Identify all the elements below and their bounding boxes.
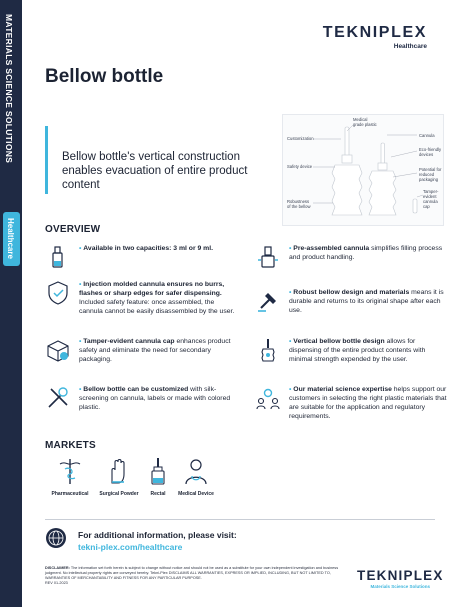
sidebar-label: MATERIALS SCIENCE SOLUTIONS	[4, 14, 14, 164]
feature-text: allows for dispensing of the entire product contents with minimal strength expended by the user.	[289, 338, 426, 363]
feature-bold: Robust bellow design and materials	[293, 289, 410, 296]
callout-reduced-packaging: Potential for reduced packaging	[419, 167, 442, 182]
intro-accent-bar	[45, 126, 48, 194]
footer-wordmark: TEKNIPLEX	[357, 568, 444, 583]
box-lock-icon	[45, 337, 71, 363]
callout-customization: Customization	[287, 136, 314, 141]
market-label: Rectal	[150, 491, 166, 497]
feature-text: simplifies filling process and product handling.	[289, 245, 443, 261]
assembly-icon	[255, 244, 281, 270]
market-item	[166, 456, 226, 497]
tools-icon	[45, 385, 71, 411]
globe-icon	[45, 527, 67, 549]
feature-item: • Available in two capacities: 3 ml or 9 ml.	[45, 244, 235, 270]
sidebar	[0, 0, 22, 607]
feature-text: means it is durable and returns to its original shape after each use.	[289, 289, 444, 314]
caduceus-icon	[55, 456, 85, 486]
healthcare-website-link[interactable]: tekni-plex.com/healthcare	[78, 542, 183, 552]
doctor-icon	[181, 456, 211, 486]
product-photo	[282, 114, 444, 226]
overview-heading: OVERVIEW	[45, 224, 101, 235]
feature-text: helps support our customers in selecting the right plastic materials that are suitable for the application and regulatory requirements.	[289, 386, 447, 420]
intro-text: Bellow bottle's vertical construction enables evacuation of entire product content	[62, 151, 248, 191]
feature-bold: Our material science expertise	[293, 386, 392, 393]
feature-item: • Vertical bellow bottle design allows for dispensing of the entire product contents with minimal strength expended by the user.	[255, 337, 445, 367]
logo-division: Healthcare	[393, 43, 427, 50]
people-gear-icon	[255, 385, 281, 411]
feature-item: • Pre-assembled cannula simplifies filling process and product handling.	[255, 244, 445, 270]
hammer-icon	[255, 288, 281, 314]
feature-item: • Bellow bottle can be customized with silk-screening on cannula, labels or made with colored plastic.	[45, 385, 235, 415]
healthcare-badge	[3, 212, 20, 266]
markets-heading: MARKETS	[45, 440, 96, 451]
callout-safety-device: Safety device	[287, 164, 313, 169]
market-label: Medical Device	[178, 491, 214, 497]
healthcare-badge-label: Healthcare	[6, 218, 15, 259]
disclaimer	[45, 566, 350, 586]
section-divider	[45, 519, 435, 520]
feature-bold: Tamper-evident cannula cap	[83, 338, 175, 345]
footer-logo	[357, 568, 444, 589]
disclaimer-text: The information set forth herein is subject to change without notice and should not be used as a substitute for your own independent investigation and business judgment. No intellectual property rights are conveyed hereby. Tekni-Plex DISCLAIMS ALL WARRANTIES, EXPRESS OR IMPLIED, INCLUDING, BUT NOT LIMITED TO, WARRANTIES OF MERCHANTABILITY AND FITNESS FOR ANY PARTICULAR PURPOSE.	[45, 566, 339, 580]
logo-wordmark: TEKNIPLEX	[322, 24, 427, 41]
market-label: Surgical Powder	[99, 491, 139, 497]
feature-bold: Pre-assembled cannula	[293, 245, 370, 252]
callout-cannula: Cannula	[419, 133, 435, 138]
shield-check-icon	[45, 280, 71, 306]
feature-item: • Robust bellow design and materials means it is durable and returns to its original shape after each use.	[255, 288, 445, 318]
feature-item: • Tamper-evident cannula cap enhances product safety and eliminate the need for secondary packaging.	[45, 337, 235, 367]
footer-tagline: Materials Science Solutions	[370, 584, 431, 589]
feature-text: Included safety feature: once assembled, the cannula cannot be easily disassembled by the user.	[79, 299, 235, 315]
page-title: Bellow bottle	[45, 66, 164, 87]
feature-bold: Available in two capacities: 3 ml or 9 ml.	[83, 245, 213, 252]
feature-item: • Our material science expertise helps support our customers in selecting the right plastic materials that are suitable for the application and regulatory requirements.	[255, 385, 445, 425]
tekniplex-logo	[323, 24, 427, 50]
callout-tamper-evident-cap: Tamper-evident cannula cap	[423, 189, 439, 209]
revision-code: REV 01-2023	[45, 581, 68, 585]
market-label: Pharmaceutical	[51, 491, 89, 497]
vertical-bottle-icon	[255, 337, 281, 363]
callout-eco-friendly: Eco-friendly devices	[419, 147, 442, 157]
feature-item: • Injection molded cannula ensures no burrs, flashes or sharp edges for safer dispensing. Included safety feature: once assembled, the cannula cannot be easily disassembled by the user.	[45, 280, 235, 320]
feature-text: enhances product safety and eliminate the need for secondary packaging.	[79, 338, 231, 363]
contact-text: For additional information, please visit:	[78, 530, 237, 540]
feature-bold: Vertical bellow bottle design	[293, 338, 385, 345]
feature-bold: Injection molded cannula ensures no burrs, flashes or sharp edges for safer dispensing.	[79, 281, 225, 297]
feature-text: with silk-screening on cannula, labels or made with colored plastic.	[79, 386, 231, 411]
callout-medical-grade-plastic: Medical grade plastic	[353, 117, 377, 127]
disclaimer-label: DISCLAIMER:	[45, 566, 70, 570]
callout-robustness: Robustness of the bellow	[287, 199, 311, 209]
feature-bold: Bellow bottle can be customized	[83, 386, 189, 393]
capacity-icon	[45, 244, 71, 270]
